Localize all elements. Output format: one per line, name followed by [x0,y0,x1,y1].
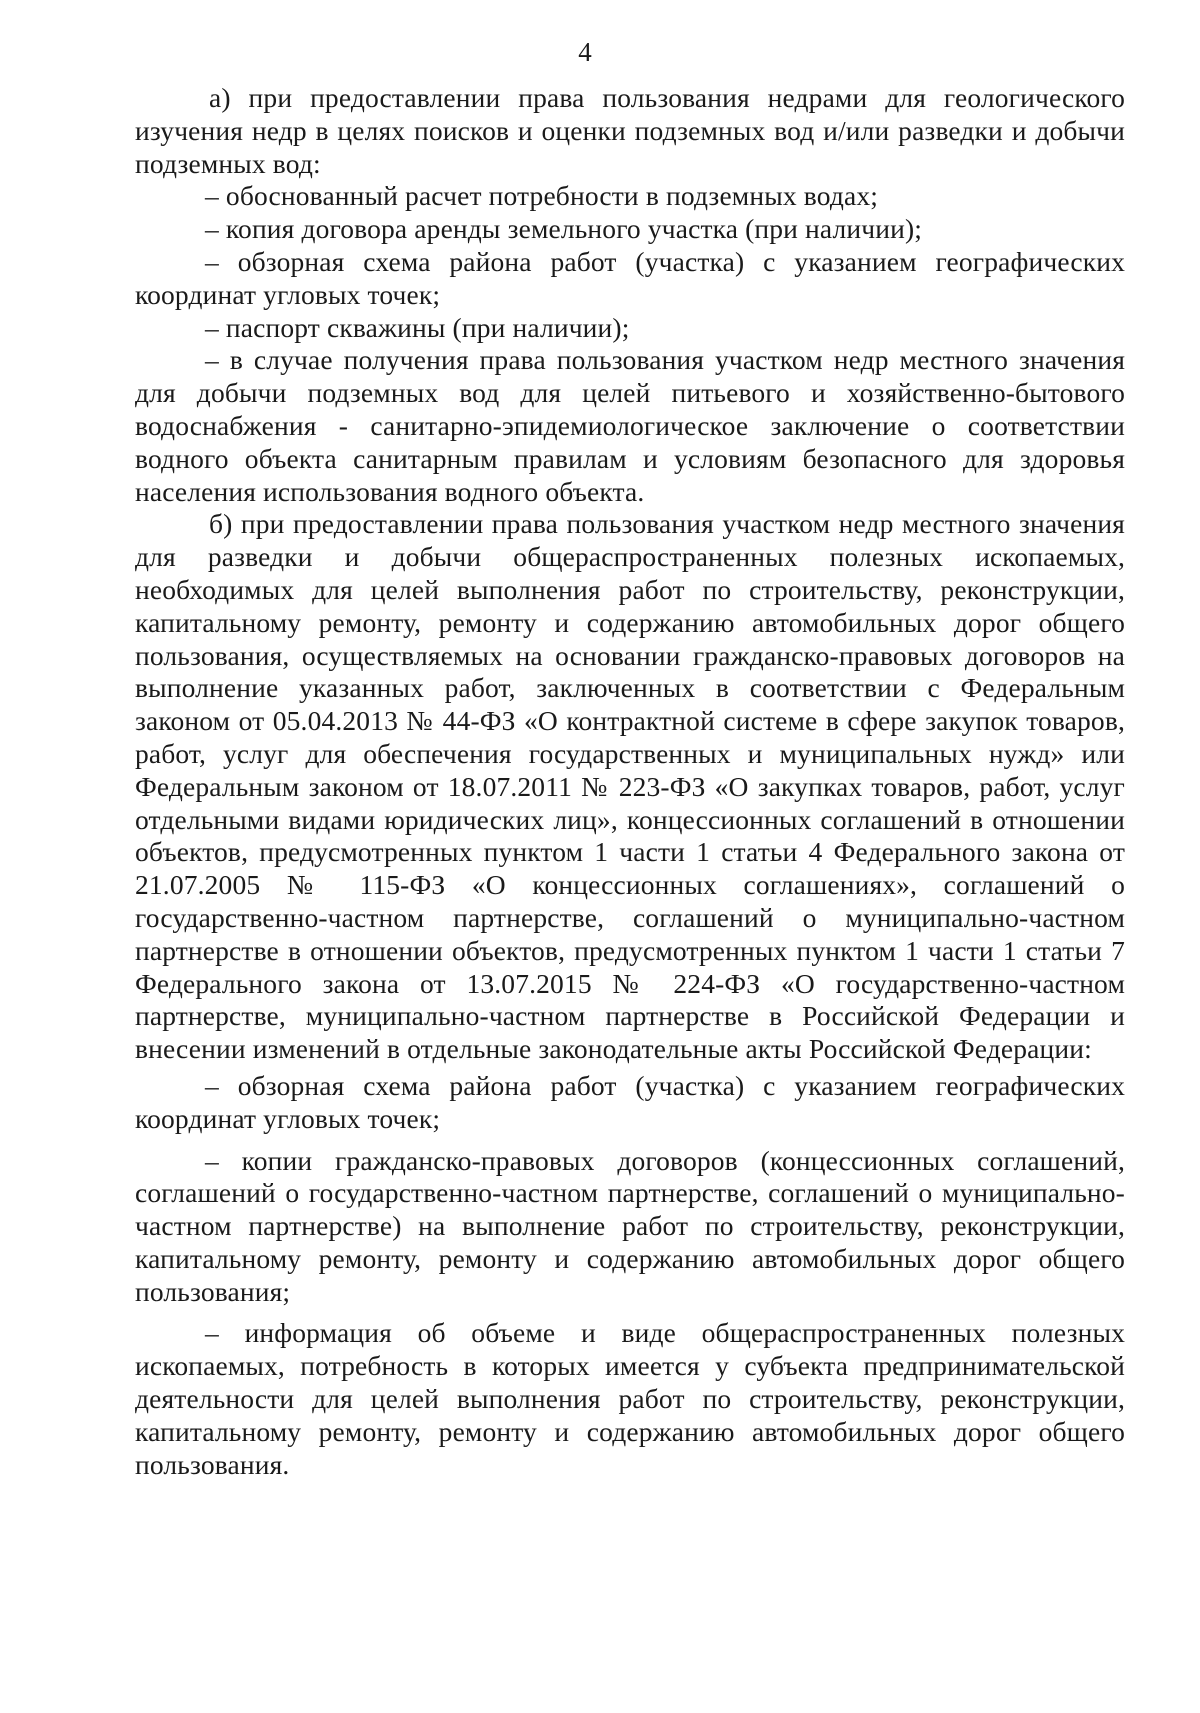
list-item-mineral-volume-info: – информация об объеме и виде общераспространенных полезных ископаемых, потребность в которых имеется у субъекта предпринимательской деятельности для целей выполнения работ по строительству, реконструкции, капитальному ремонту, ремонту и содержанию автомобильных дорог общего пользования. [135,1317,1125,1480]
list-item-contract-copies: – копии гражданско-правовых договоров (концессионных соглашений, соглашений о государственно-частном партнерстве, соглашений о муниципально-частном партнерстве) на выполнение работ по строительству, реконструкции, капитальному ремонту, ремонту и содержанию автомобильных дорог общего пользования; [135,1144,1125,1307]
list-item-area-overview-scheme-b: – обзорная схема района работ (участка) с указанием географических координат угловых точек; [135,1069,1125,1134]
document-body [135,82,1125,1481]
list-item-area-overview-scheme: – обзорная схема района работ (участка) с указанием географических координат угловых точек; [135,245,1125,310]
list-item-land-lease-copy: – копия договора аренды земельного участка (при наличии); [205,213,923,245]
list-item-sanitary-conclusion: – в случае получения права пользования участком недр местного значения для добычи подземных вод для целей питьевого и хозяйственно-бытового водоснабжения - санитарно-эпидемиологическое заключение о соответствии водного объекта санитарным правилам и условиям безопасного для здоровья населения использования водного объекта. [135,344,1125,507]
list-item-water-demand-calculation: – обоснованный расчет потребности в подземных водах; [205,180,879,212]
list-item-well-passport: – паспорт скважины (при наличии); [205,311,630,343]
paragraph-b-common-minerals: б) при предоставлении права пользования участком недр местного значения для разведки и добычи общераспространенных полезных ископаемых, необходимых для целей выполнения работ по строительству, реконструкции, капитальному ремонту, ремонту и содержанию автомобильных дорог общего пользования, осуществляемых на основании гражданско-правовых договоров на выполнение указанных работ, заключенных в соответствии с Федеральным законом от 05.04.2013 № 44-ФЗ «О контрактной системе в сфере закупок товаров, работ, услуг для обеспечения государственных и муниципальных нужд» или Федеральным законом от 18.07.2011 № 223-ФЗ «О закупках товаров, работ, услуг отдельными видами юридических лиц», концессионных соглашений в отношении объектов, предусмотренных пунктом 1 части 1 статьи 4 Федерального закона от 21.07.2005 № 115-ФЗ «О концессионных соглашениях», соглашений о государственно-частном партнерстве, соглашений о муниципально-частном партнерстве в отношении объектов, предусмотренных пунктом 1 части 1 статьи 7 Федерального закона от 13.07.2015 № 224-ФЗ «О государственно-частном партнерстве, муниципально-частном партнерстве в Российской Федерации и внесении изменений в отдельные законодательные акты Российской Федерации: [135,508,1125,1065]
page-number: 4 [578,37,592,67]
paragraph-a-groundwater: а) при предоставлении права пользования недрами для геологического изучения недр в целях поисков и оценки подземных вод и/или разведки и добычи подземных вод: [135,82,1125,179]
